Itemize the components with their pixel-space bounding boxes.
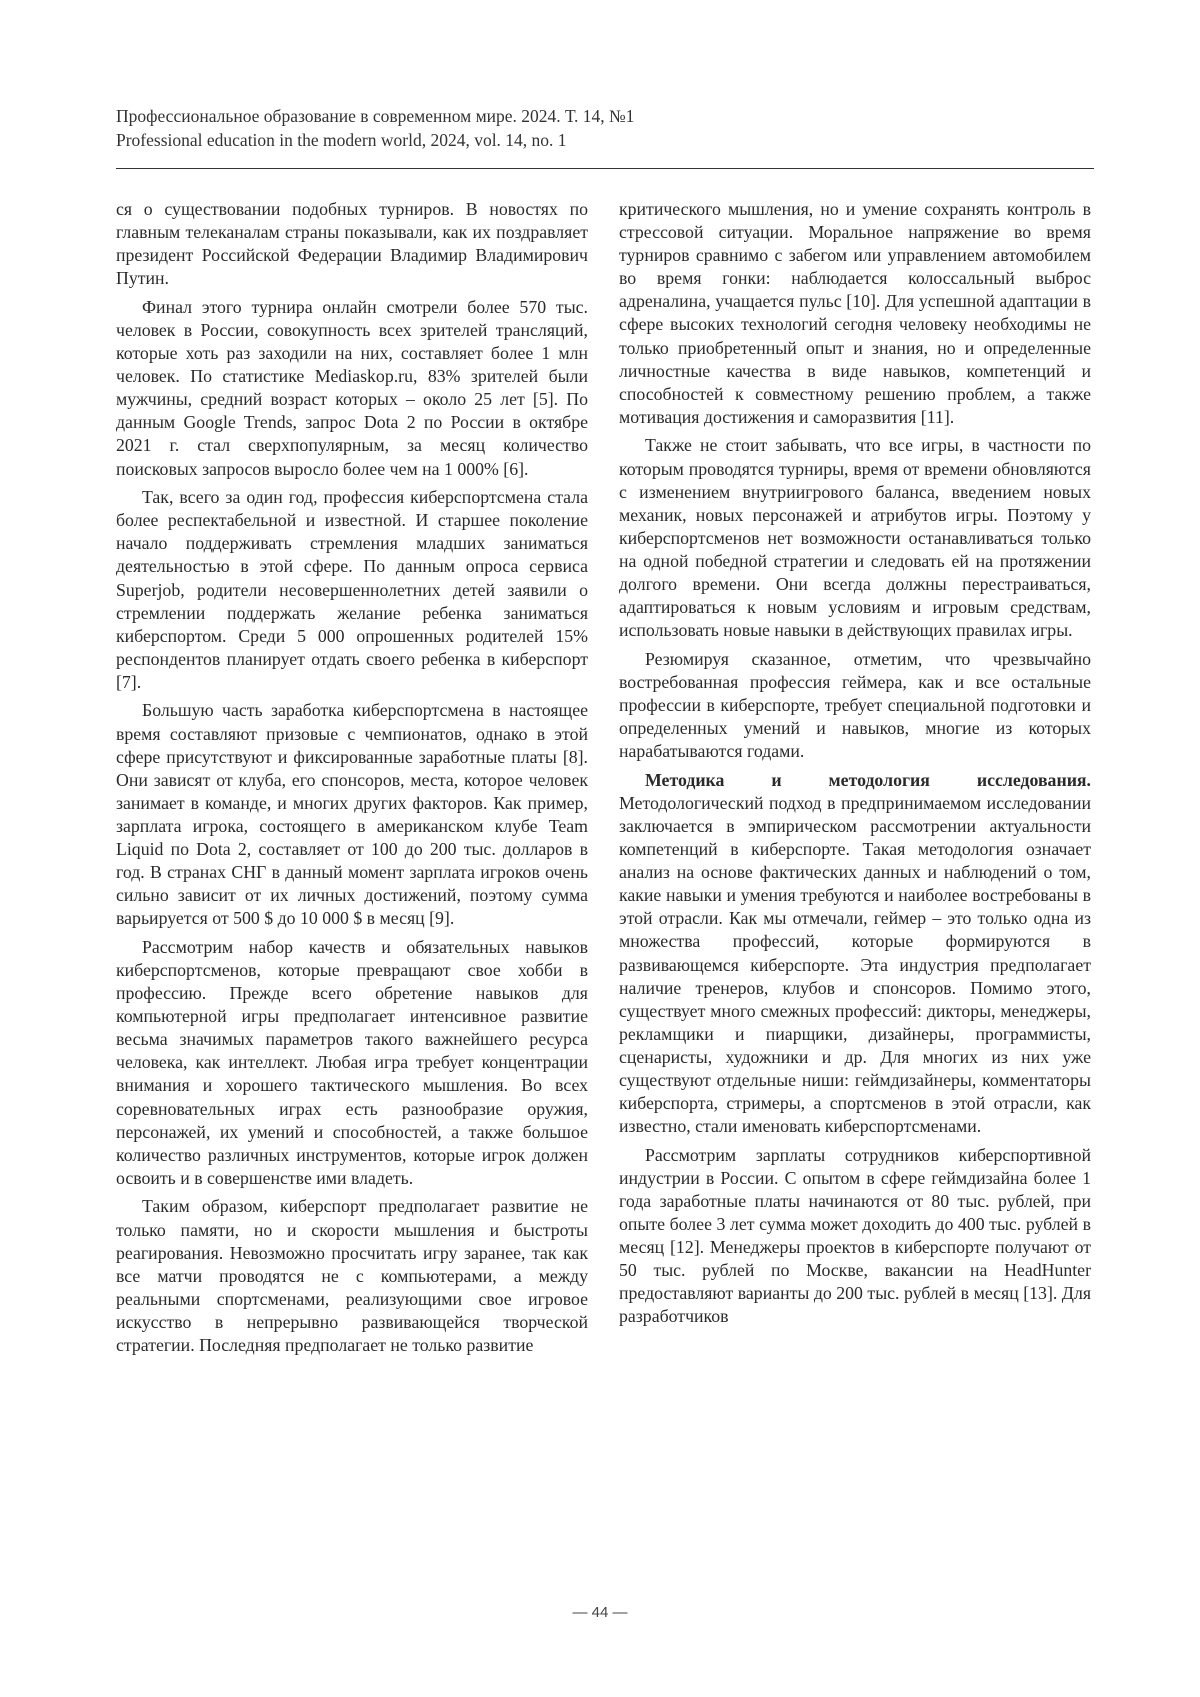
section-heading: Методика и методология исследования.: [645, 769, 1091, 790]
paragraph: Большую часть заработка киберспортсмена в настоящее время составляют призовые с чемпионатов, однако в этой сфере присутствуют и фиксированные заработные платы [8]. Они зависят от клуба, его спонсоров, места, которое человек занимает в команде, и многих других факторов. Как пример, зарплата игрока, состоящего в американском клубе Team Liquid по Dota 2, составляет от 100 до 200 тыс. долларов в год. В странах СНГ в данный момент зарплата игроков очень сильно зависит от их личных достижений, поэтому сумма варьируется от 500 $ до 10 000 $ в месяц [9].: [116, 700, 588, 929]
page-number: — 44 —: [572, 1604, 628, 1621]
method-paragraph: [619, 769, 1091, 1139]
paragraph: ся о существовании подобных турниров. В новостях по главным телеканалам страны показывали, как их поздравляет президент Российской Федерации Владимир Владимирович Путин.: [116, 199, 588, 289]
paragraph: Также не стоит забывать, что все игры, в частности по которым проводятся турниры, время от времени обновляются с изменением внутриигрового баланса, введением новых механик, новых персонажей и атрибутов игры. Поэтому у киберспортсменов нет возможности останавливаться только на одной победной стратегии и следовать ей на протяжении долгого времени. Они всегда должны перестраиваться, адаптироваться к новым условиям и игровым средствам, использовать новые навыки в действующих правилах игры.: [619, 435, 1091, 641]
header-rule: [116, 168, 1094, 169]
method-text: Методологический подход в предпринимаемом исследовании заключается в эмпирическом рассмотрении актуальности компетенций в киберспорте. Такая методология означает анализ на основе фактических данных и наблюдений о том, какие навыки и умения требуются и наиболее востребованы в этой отрасли. Как мы отмечали, геймер – это только одна из множества профессий, которые формируются в развивающемся киберспорте. Эта индустрия предполагает наличие тренеров, клубов и спонсоров. Помимо этого, существует много смежных профессий: дикторы, менеджеры, рекламщики и пиарщики, дизайнеры, программисты, сценаристы, художники и др. Для многих из них уже существуют отдельные ниши: геймдизайнеры, комментаторы киберспорта, стримеры, а спортсменов в этой отрасли, как известно, стали именовать киберспортсменами.: [619, 792, 1091, 1137]
paragraph: Таким образом, киберспорт предполагает развитие не только памяти, но и скорости мышления и быстроты реагирования. Невозможно просчитать игру заранее, так как все матчи проводятся не с компьютерами, а между реальными спортсменами, реализующими свое игровое искусство в непрерывно развивающейся творческой стратегии. Последняя предполагает не только развитие: [116, 1196, 588, 1355]
left-column: [116, 198, 588, 1363]
paragraph: Рассмотрим набор качеств и обязательных навыков киберспортсменов, которые превращают свое хобби в профессию. Прежде всего обретение навыков для компьютерной игры предполагает интенсивное развитие весьма значимых параметров такого важнейшего ресурса человека, как интеллект. Любая игра требует концентрации внимания и хорошего тактического мышления. Во всех соревновательных играх есть разнообразие оружия, персонажей, их умений и способностей, а также большое количество различных инструментов, которые игрок должен освоить и в совершенстве ими владеть.: [116, 936, 588, 1188]
paragraph: критического мышления, но и умение сохранять контроль в стрессовой ситуации. Моральное напряжение во время турниров сравнимо с забегом или управлением автомобилем во время гонки: наблюдается колоссальный выброс адреналина, учащается пульс [10]. Для успешной адаптации в сфере высоких технологий сегодня человеку необходимы не только приобретенный опыт и знания, но и определенные личностные качества в виде навыков, компетенций и способностей к совместному решению проблем, а также мотивация достижения и саморазвития [11].: [619, 199, 1091, 427]
paragraph: Финал этого турнира онлайн смотрели более 570 тыс. человек в России, совокупность всех зрителей трансляций, которые хоть раз заходили на них, составляет более 1 млн человек. По статистике Mediaskop.ru, 83% зрителей были мужчины, средний возраст которых – около 25 лет [5]. По данным Google Trends, запрос Dota 2 по России в октябре 2021 г. стал сверхпопулярным, за месяц количество поисковых запросов выросло более чем на 1 000% [6].: [116, 296, 588, 479]
journal-title-ru: Профессиональное образование в современном мире. 2024. Т. 14, №1: [116, 106, 635, 126]
running-header: [116, 104, 1096, 152]
paragraph: Резюмируя сказанное, отметим, что чрезвычайно востребованная профессия геймера, как и все остальные профессии в киберспорте, требует специальной подготовки и определенных умений и навыков, многие из которых нарабатываются годами.: [619, 648, 1091, 762]
paragraph: Рассмотрим зарплаты сотрудников киберспортивной индустрии в России. С опытом в сфере геймдизайна более 1 года заработные платы начинаются от 80 тыс. рублей, при опыте более 3 лет сумма может доходить до 400 тыс. рублей в месяц [12]. Менеджеры проектов в киберспорте получают от 50 тыс. рублей по Москве, вакансии на HeadHunter предоставляют варианты до 200 тыс. рублей в месяц [13]. Для разработчиков: [619, 1144, 1091, 1327]
journal-title-en: Professional education in the modern world, 2024, vol. 14, no. 1: [116, 130, 567, 150]
paragraph: Так, всего за один год, профессия киберспортсмена стала более респектабельной и известной. И старшее поколение начало поддерживать стремления младших заниматься деятельностью в этой сфере. По данным опроса сервиса Superjob, родители несовершеннолетних детей заявили о стремлении поддержать желание ребенка заниматься киберспортом. Среди 5 000 опрошенных родителей 15% респондентов планирует отдать своего ребенка в киберспорт [7].: [116, 487, 588, 692]
right-column: [619, 198, 1091, 1334]
